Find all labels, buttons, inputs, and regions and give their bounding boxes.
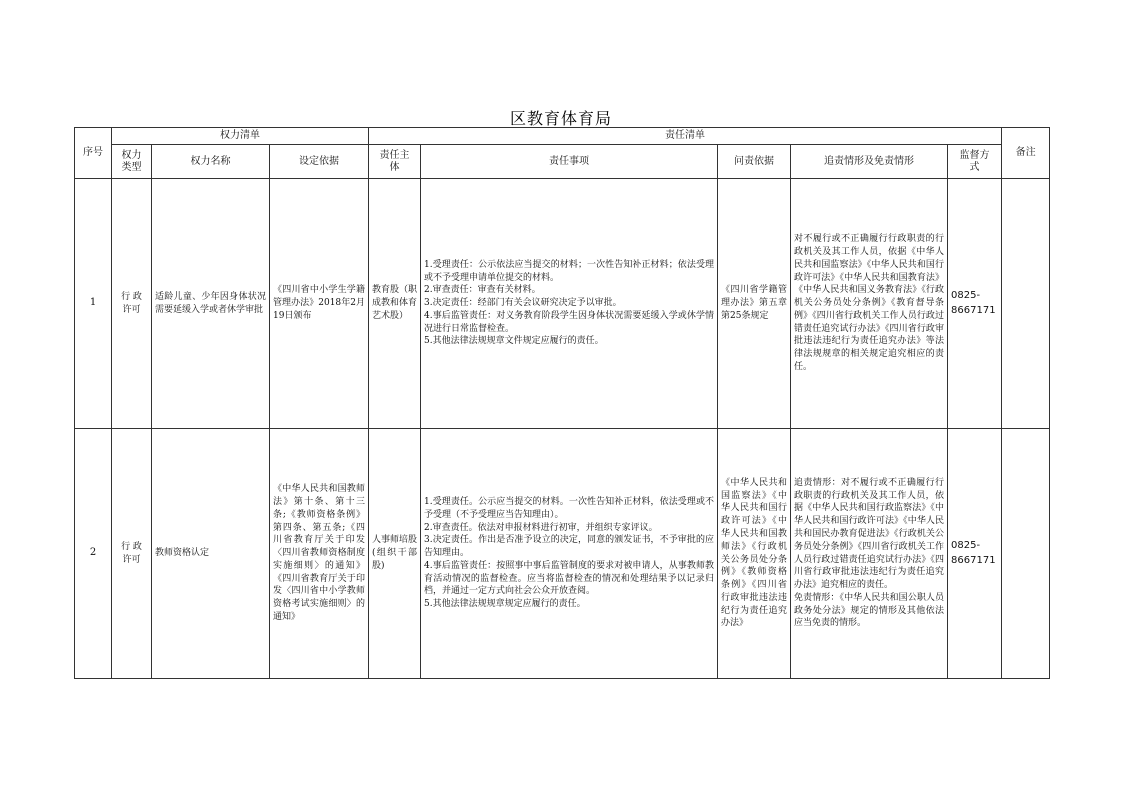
cell-exemption: 对不履行或不正确履行行政职责的行政机关及其工作人员，依据《中华人民共和国监察法》《中华人民共和国行政许可法》《中华人民共和国教育法》《中华人民共和国义务教育法》《行政机关公务员处分条例》《教育督导条例》《四川省行政机关工作人员行政过错责任追究试行办法》《四川省行政审批违法违纪行为责任追究办法》等法律法规规章的相关规定追究相应的责任。	[791, 179, 948, 429]
cell-supervision: 0825-8667171	[948, 179, 1002, 429]
cell-supervision: 0825-8667171	[948, 429, 1002, 679]
table-row	[75, 429, 1050, 679]
header-subject: 责任主 体	[369, 145, 421, 179]
cell-basis: 《中华人民共和国教师法》第十条、第十三条;《教师资格条例》第四条、第五条;《四川省教育厅关于印发〈四川省教师资格制度实施细则〉的通知》《四川省教育厅关于印发〈四川省中小学教师资格考试实施细则〉的通知》	[270, 429, 369, 679]
cell-power-name: 适龄儿童、少年因身体状况需要延缓入学或者休学审批	[152, 179, 270, 429]
cell-seq: 1	[75, 179, 112, 429]
header-supervision: 监督方 式	[948, 145, 1002, 179]
header-remarks: 备注	[1002, 128, 1050, 179]
cell-seq: 2	[75, 429, 112, 679]
cell-remarks	[1002, 429, 1050, 679]
header-seq: 序号	[75, 128, 112, 179]
cell-matters: 1.受理责任：公示依法应当提交的材料；一次性告知补正材料；依法受理或不予受理申请单位提交的材料。 2.审查责任：审查有关材料。 3.决定责任：经部门有关会议研究决定予以审批。 4.事后监管责任：对义务教育阶段学生因身体状况需要延缓入学或休学情况进行日常监督检查。 5.其他法律法规规章文件规定应履行的责任。	[421, 179, 718, 429]
header-power-type: 权力 类型	[112, 145, 152, 179]
cell-accountability-basis: 《四川省学籍管理办法》第五章第25条规定	[718, 179, 791, 429]
cell-power-type: 行 政 许可	[112, 429, 152, 679]
header-row-columns	[75, 145, 1050, 179]
cell-matters: 1.受理责任。公示应当提交的材料。一次性告知补正材料，依法受理或不予受理（不予受理应当告知理由）。 2.审查责任。依法对申报材料进行初审，并组织专家评议。 3.决定责任。作出是否准予设立的决定，同意的颁发证书，不予审批的应告知理由。 4.事后监管责任：按照事中事后监管制度的要求对被申请人，从事教师教育活动情况的监督检查。应当将监督检查的情况和处理结果予以记录归档，并通过一定方式向社会公众开放查阅。 5.其他法律法规规章规定应履行的责任。	[421, 429, 718, 679]
header-basis: 设定依据	[270, 145, 369, 179]
cell-remarks	[1002, 179, 1050, 429]
cell-power-type: 行 政 许可	[112, 179, 152, 429]
cell-subject: 教育股（职成教和体育艺术股）	[369, 179, 421, 429]
header-power-name: 权力名称	[152, 145, 270, 179]
header-row-groups	[75, 128, 1050, 145]
cell-power-name: 教师资格认定	[152, 429, 270, 679]
header-accountability-basis: 问责依据	[718, 145, 791, 179]
cell-exemption: 追责情形：对不履行或不正确履行行政职责的行政机关及其工作人员，依据《中华人民共和国行政监察法》《中华人民共和国行政许可法》《中华人民共和国民办教育促进法》《行政机关公务员处分条例》《四川省行政机关工作人员行政过错责任追究试行办法》《四川省行政审批违法违纪行为责任追究办法》追究相应的责任。 免责情形：《中华人民共和国公职人员政务处分法》规定的情形及其他依法应当免责的情形。	[791, 429, 948, 679]
page-title: 区教育体育局	[509, 109, 612, 128]
header-matters: 责任事项	[421, 145, 718, 179]
header-group-responsibility: 责任清单	[369, 128, 1002, 145]
table-row	[75, 179, 1050, 429]
cell-basis: 《四川省中小学生学籍管理办法》2018年2月19日颁布	[270, 179, 369, 429]
header-exemption: 追责情形及免责情形	[791, 145, 948, 179]
cell-accountability-basis: 《中华人民共和国监察法》《中华人民共和国行政许可法》《中华人民共和国教师法》《行政机关公务员处分条例》《教师资格条例》《四川省行政审批违法违纪行为责任追究办法》	[718, 429, 791, 679]
cell-subject: 人事师培股(组织干部股)	[369, 429, 421, 679]
responsibility-table	[74, 127, 1050, 679]
header-group-power: 权力清单	[112, 128, 369, 145]
